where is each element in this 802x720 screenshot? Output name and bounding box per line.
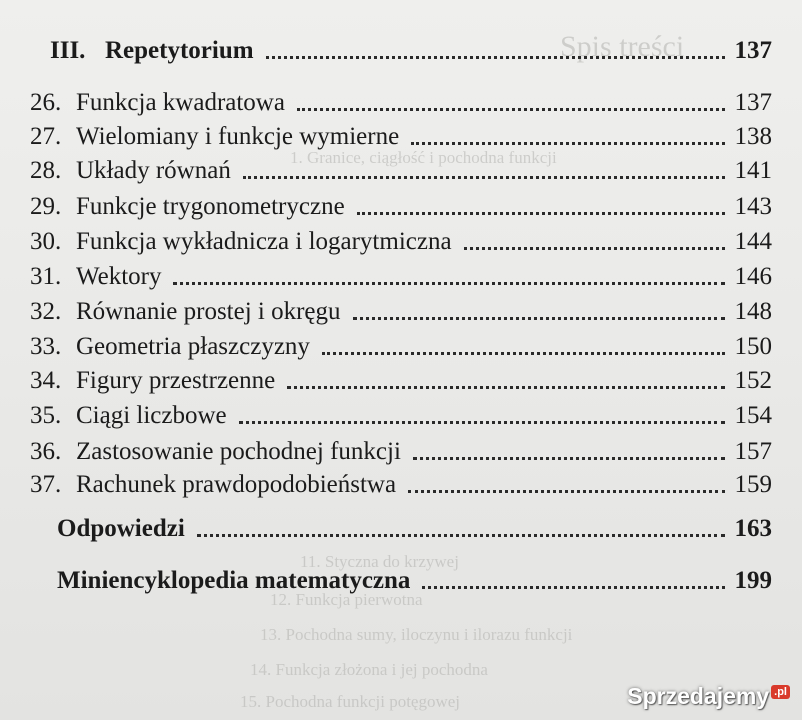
page-number: 154 — [734, 402, 772, 429]
dot-leader — [197, 534, 725, 537]
toc-entry — [30, 366, 772, 396]
entry-title: Zastosowanie pochodnej funkcji — [76, 438, 401, 465]
entry-title: Ciągi liczbowe — [76, 402, 227, 429]
entry-number: 33. — [30, 333, 62, 360]
page-number: 146 — [734, 263, 772, 290]
dot-leader — [173, 282, 724, 285]
dot-leader — [239, 421, 725, 424]
page-number: 163 — [734, 515, 772, 542]
toc-entry — [30, 262, 772, 292]
entry-number: 28. — [30, 157, 62, 184]
entry-number: 29. — [30, 193, 62, 220]
page-number: 152 — [734, 367, 772, 394]
toc-entry — [30, 227, 772, 257]
entry-number: 35. — [30, 402, 62, 429]
toc-entry — [30, 192, 772, 222]
toc-entry — [30, 122, 772, 152]
entry-number: 27. — [30, 123, 62, 150]
entry-title: Rachunek prawdopodobieństwa — [76, 471, 397, 498]
dot-leader — [464, 247, 725, 250]
answers-title: Odpowiedzi — [57, 515, 185, 542]
toc-section-heading — [30, 36, 772, 66]
entry-number: 31. — [30, 263, 62, 290]
dot-leader — [266, 56, 725, 59]
dot-leader — [411, 142, 724, 145]
entry-title: Funkcja kwadratowa — [76, 89, 285, 116]
dot-leader — [408, 490, 724, 493]
page-number: 199 — [734, 567, 772, 594]
bleed-through-line: 13. Pochodna sumy, iloczynu i ilorazu funkcji — [260, 625, 573, 644]
toc-entry — [30, 88, 772, 118]
entry-title: Układy równań — [76, 157, 231, 184]
toc-encyclopedia — [30, 566, 772, 596]
dot-leader — [413, 457, 725, 460]
entry-number: 37. — [30, 471, 62, 498]
entry-number: 34. — [30, 367, 62, 394]
section-numeral: III. — [50, 37, 86, 64]
dot-leader — [287, 386, 724, 389]
page-number: 143 — [734, 193, 772, 220]
dot-leader — [243, 176, 725, 179]
dot-leader — [297, 108, 725, 111]
bleed-through-line: Spis treści — [560, 30, 685, 63]
entry-number: 32. — [30, 298, 62, 325]
page-number: 138 — [734, 123, 772, 150]
entry-title: Równanie prostej i okręgu — [76, 298, 341, 325]
section-title: Repetytorium — [105, 37, 254, 64]
page-number: 144 — [734, 228, 772, 255]
page-number: 137 — [734, 37, 772, 64]
entry-number: 36. — [30, 438, 62, 465]
page-number: 137 — [734, 89, 772, 116]
page-number: 150 — [734, 333, 772, 360]
bleed-through-line: 12. Funkcja pierwotna — [270, 590, 423, 609]
bleed-through-line: 15. Pochodna funkcji potęgowej — [240, 692, 461, 711]
entry-title: Funkcja wykładnicza i logarytmiczna — [76, 228, 452, 255]
entry-number: 26. — [30, 89, 62, 116]
watermark-logo — [627, 683, 790, 710]
encyclopedia-title: Miniencyklopedia matematyczna — [57, 567, 411, 594]
page-number: 157 — [734, 438, 772, 465]
entry-number: 30. — [30, 228, 62, 255]
toc-entry — [30, 437, 772, 467]
toc-answers — [30, 514, 772, 544]
page-number: 159 — [734, 471, 772, 498]
dot-leader — [422, 586, 724, 589]
dot-leader — [322, 352, 725, 355]
entry-title: Geometria płaszczyzny — [76, 333, 310, 360]
entry-title: Funkcje trygonometryczne — [76, 193, 345, 220]
watermark-brand: Sprzedajemy — [627, 683, 770, 709]
bleed-through-line: 11. Styczna do krzywej — [300, 552, 459, 571]
entry-title: Figury przestrzenne — [76, 367, 276, 394]
bleed-through-line: 1. Granice, ciągłość i pochodna funkcji — [290, 148, 557, 167]
toc-entry — [30, 156, 772, 186]
bleed-through-line: 14. Funkcja złożona i jej pochodna — [250, 660, 488, 679]
toc-entry — [30, 470, 772, 500]
watermark-tld: .pl — [771, 685, 790, 699]
entry-title: Wektory — [76, 263, 162, 290]
toc-entry — [30, 332, 772, 362]
dot-leader — [353, 317, 725, 320]
dot-leader — [357, 212, 725, 215]
entry-title: Wielomiany i funkcje wymierne — [76, 123, 400, 150]
toc-entry — [30, 401, 772, 431]
page-number: 148 — [734, 298, 772, 325]
page-number: 141 — [734, 157, 772, 184]
toc-entry — [30, 297, 772, 327]
